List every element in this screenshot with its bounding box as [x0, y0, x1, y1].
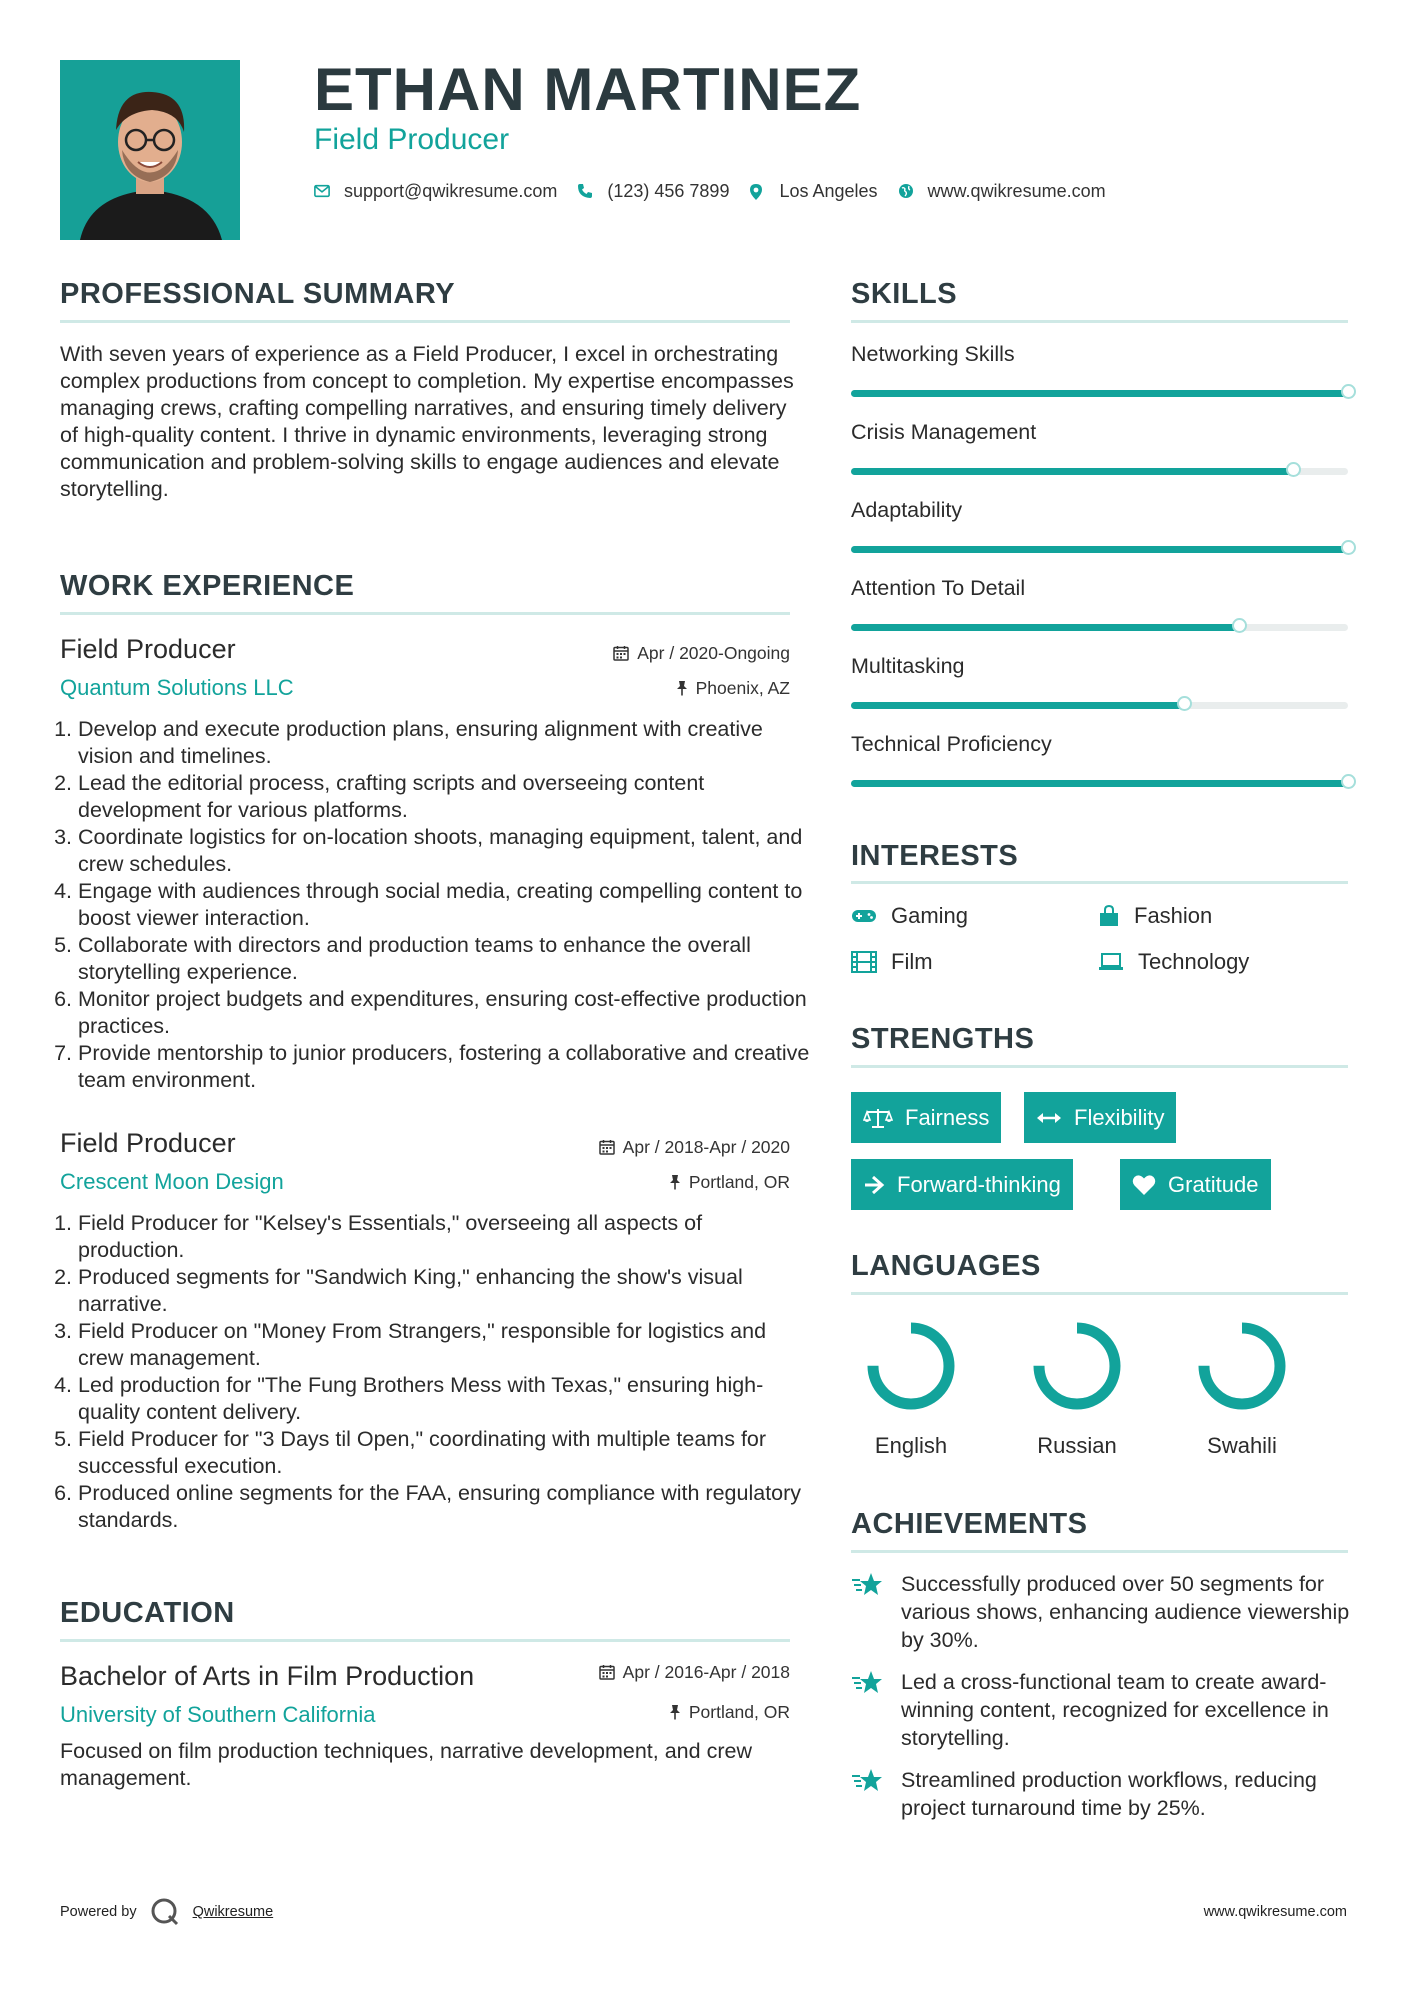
footer-brand-link[interactable]: Qwikresume [192, 1904, 274, 1920]
gamepad-icon [851, 907, 877, 925]
skill-bar [851, 390, 1348, 397]
job-company: Crescent Moon Design [60, 1169, 284, 1194]
strength-label: Flexibility [1074, 1104, 1165, 1130]
language-item [846, 1318, 976, 1459]
language-label: Russian [1037, 1433, 1117, 1458]
job-location-text: Portland, OR [688, 1172, 790, 1192]
interests-heading: INTERESTS [851, 840, 1019, 872]
candidate-name: ETHAN MARTINEZ [314, 56, 862, 123]
language-ring-arc [1204, 1328, 1280, 1404]
job-duties-list [60, 1210, 813, 1534]
languages-divider [851, 1292, 1348, 1295]
skill-bar-knob [1341, 774, 1356, 789]
skill-bar-fill [851, 624, 1239, 631]
skill-bar [851, 780, 1348, 787]
star-icon [851, 1570, 885, 1654]
pushpin-icon [676, 680, 688, 696]
skill-name: Crisis Management [851, 420, 1037, 444]
summary-text: With seven years of experience as a Field Producer, I excel in orchestrating complex productions from concept to completion. My expertise encompasses managing crews, crafting compelling narratives, and ensuring timely delivery of high-quality content. I thrive in dynamic environments, leveraging strong communication and problem-solving skills to engage audiences and elevate storytelling. [60, 342, 794, 501]
list-item: 2. Lead the editorial process, crafting scripts and overseeing content development for various platforms. [78, 770, 813, 824]
contact-website[interactable]: www.qwikresume.com [927, 181, 1106, 201]
experience-heading: WORK EXPERIENCE [60, 570, 355, 602]
experience-divider [60, 612, 790, 615]
skill-bar-knob [1341, 384, 1356, 399]
skill-name: Adaptability [851, 498, 963, 522]
language-ring-arc [873, 1328, 949, 1404]
skill-bar-fill [851, 780, 1348, 787]
job-dates-text: Apr / 2020-Ongoing [637, 643, 790, 663]
job-location-text: Phoenix, AZ [695, 678, 790, 698]
interest-label: Fashion [1134, 903, 1213, 928]
achievement-text: Successfully produced over 50 segments for various shows, enhancing audience viewership by 30%. [901, 1572, 1350, 1652]
profile-photo [60, 60, 240, 240]
education-location [500, 1700, 790, 1724]
skill-bar-knob [1341, 540, 1356, 555]
calendar-icon [599, 1664, 615, 1680]
skill-bar-fill [851, 468, 1293, 475]
laptop-icon [1098, 952, 1124, 972]
calendar-icon [613, 645, 629, 661]
skill-bar-knob [1232, 618, 1247, 633]
list-item: 4. Led production for "The Fung Brothers Mess with Texas," ensuring high-quality content delivery. [78, 1372, 813, 1426]
shopping-bag-icon [1098, 905, 1120, 927]
footer-url[interactable]: www.qwikresume.com [1203, 1904, 1347, 1920]
degree-title: Bachelor of Arts in Film Production [60, 1661, 475, 1691]
education-location-text: Portland, OR [688, 1702, 790, 1722]
arrows-horizontal-icon [1036, 1111, 1062, 1125]
candidate-title: Field Producer [314, 123, 510, 156]
job-company: Quantum Solutions LLC [60, 675, 294, 700]
arrow-right-icon [863, 1175, 885, 1195]
map-marker-icon [749, 183, 765, 199]
achievement-item [851, 1668, 1351, 1752]
star-icon [851, 1766, 885, 1822]
skill-bar-fill [851, 546, 1348, 553]
skill-bar-fill [851, 390, 1348, 397]
language-item [1012, 1318, 1142, 1459]
interests-divider [851, 881, 1348, 884]
list-item: 5. Collaborate with directors and production teams to enhance the overall storytelling experience. [78, 932, 813, 986]
education-heading: EDUCATION [60, 1597, 235, 1629]
calendar-icon [599, 1139, 615, 1155]
phone-icon [577, 183, 593, 199]
heart-icon [1132, 1174, 1156, 1196]
skill-bar-fill [851, 702, 1184, 709]
education-dates-text: Apr / 2016-Apr / 2018 [622, 1662, 790, 1682]
list-item: 2. Produced segments for "Sandwich King," enhancing the show's visual narrative. [78, 1264, 813, 1318]
skills-heading: SKILLS [851, 278, 958, 310]
contact-phone[interactable]: (123) 456 7899 [607, 181, 730, 201]
contact-bar [314, 178, 1126, 204]
strengths-divider [851, 1065, 1348, 1068]
skill-bar-knob [1286, 462, 1301, 477]
star-icon [851, 1668, 885, 1752]
skill-bar [851, 546, 1348, 553]
education-dates [500, 1660, 790, 1684]
skill-name: Multitasking [851, 654, 965, 678]
job-dates-text: Apr / 2018-Apr / 2020 [622, 1137, 790, 1157]
job-title: Field Producer [60, 634, 236, 664]
footer-powered-by [60, 1896, 273, 1928]
achievement-text: Streamlined production workflows, reducing project turnaround time by 25%. [901, 1768, 1317, 1820]
list-item: 6. Produced online segments for the FAA, ensuring compliance with regulatory standards. [78, 1480, 813, 1534]
achievement-text: Led a cross-functional team to create award-winning content, recognized for excellence in storytelling. [901, 1670, 1329, 1750]
list-item: 7. Provide mentorship to junior producers, fostering a collaborative and creative team environment. [78, 1040, 813, 1094]
skill-name: Technical Proficiency [851, 732, 1052, 756]
interest-label: Film [891, 949, 933, 974]
school-name: University of Southern California [60, 1702, 376, 1727]
interest-film [851, 948, 933, 976]
achievement-item [851, 1766, 1351, 1822]
skill-name: Attention To Detail [851, 576, 1026, 600]
skill-bar [851, 624, 1348, 631]
skill-bar-knob [1177, 696, 1192, 711]
strength-label: Forward-thinking [897, 1171, 1061, 1197]
summary-divider [60, 320, 790, 323]
list-item: 3. Coordinate logistics for on-location shoots, managing equipment, talent, and crew schedules. [78, 824, 813, 878]
language-ring-arc [1039, 1328, 1115, 1404]
pushpin-icon [669, 1704, 681, 1720]
interest-label: Technology [1138, 949, 1250, 974]
skills-divider [851, 320, 1348, 323]
globe-icon [898, 183, 914, 199]
skill-bar [851, 702, 1348, 709]
strength-badge-fairness [851, 1092, 1001, 1143]
job-dates [500, 1135, 790, 1159]
job-dates [500, 641, 790, 665]
strength-badge-flexibility [1024, 1092, 1176, 1143]
job-duties-list [60, 716, 813, 1094]
language-label: Swahili [1207, 1433, 1277, 1458]
strengths-heading: STRENGTHS [851, 1023, 1035, 1055]
powered-by-label: Powered by [60, 1904, 137, 1920]
skill-bar [851, 468, 1348, 475]
interest-fashion [1098, 902, 1212, 930]
envelope-icon [314, 183, 330, 199]
strength-badge-forward-thinking [851, 1159, 1073, 1210]
job-location [500, 676, 790, 700]
interest-label: Gaming [891, 903, 969, 928]
list-item: 1. Field Producer for "Kelsey's Essentials," overseeing all aspects of production. [78, 1210, 813, 1264]
language-item [1177, 1318, 1307, 1459]
language-ring [1194, 1318, 1290, 1414]
education-description: Focused on film production techniques, narrative development, and crew management. [60, 1739, 752, 1790]
languages-heading: LANGUAGES [851, 1250, 1041, 1282]
strength-label: Gratitude [1168, 1171, 1259, 1197]
job-title: Field Producer [60, 1128, 236, 1158]
pushpin-icon [669, 1174, 681, 1190]
contact-location: Los Angeles [779, 181, 878, 201]
strength-label: Fairness [905, 1104, 990, 1130]
interest-technology [1098, 948, 1249, 976]
achievement-item [851, 1570, 1351, 1654]
language-ring [863, 1318, 959, 1414]
list-item: 4. Engage with audiences through social media, creating compelling content to boost viewer interaction. [78, 878, 813, 932]
achievements-heading: ACHIEVEMENTS [851, 1508, 1088, 1540]
balance-scale-icon [863, 1107, 893, 1129]
contact-email[interactable]: support@qwikresume.com [344, 181, 558, 201]
achievements-divider [851, 1550, 1348, 1553]
list-item: 6. Monitor project budgets and expenditures, ensuring cost-effective production practices. [78, 986, 813, 1040]
list-item: 1. Develop and execute production plans, ensuring alignment with creative vision and timelines. [78, 716, 813, 770]
language-ring [1029, 1318, 1125, 1414]
film-icon [851, 951, 877, 973]
language-label: English [874, 1433, 948, 1458]
strength-badge-gratitude [1120, 1159, 1271, 1210]
education-divider [60, 1639, 790, 1642]
interest-gaming [851, 902, 968, 930]
qwikresume-logo-icon [149, 1896, 181, 1928]
skill-name: Networking Skills [851, 342, 1015, 366]
job-location [500, 1170, 790, 1194]
list-item: 5. Field Producer for "3 Days til Open," coordinating with multiple teams for successful execution. [78, 1426, 813, 1480]
summary-heading: PROFESSIONAL SUMMARY [60, 278, 456, 310]
list-item: 3. Field Producer on "Money From Strangers," responsible for logistics and crew management. [78, 1318, 813, 1372]
